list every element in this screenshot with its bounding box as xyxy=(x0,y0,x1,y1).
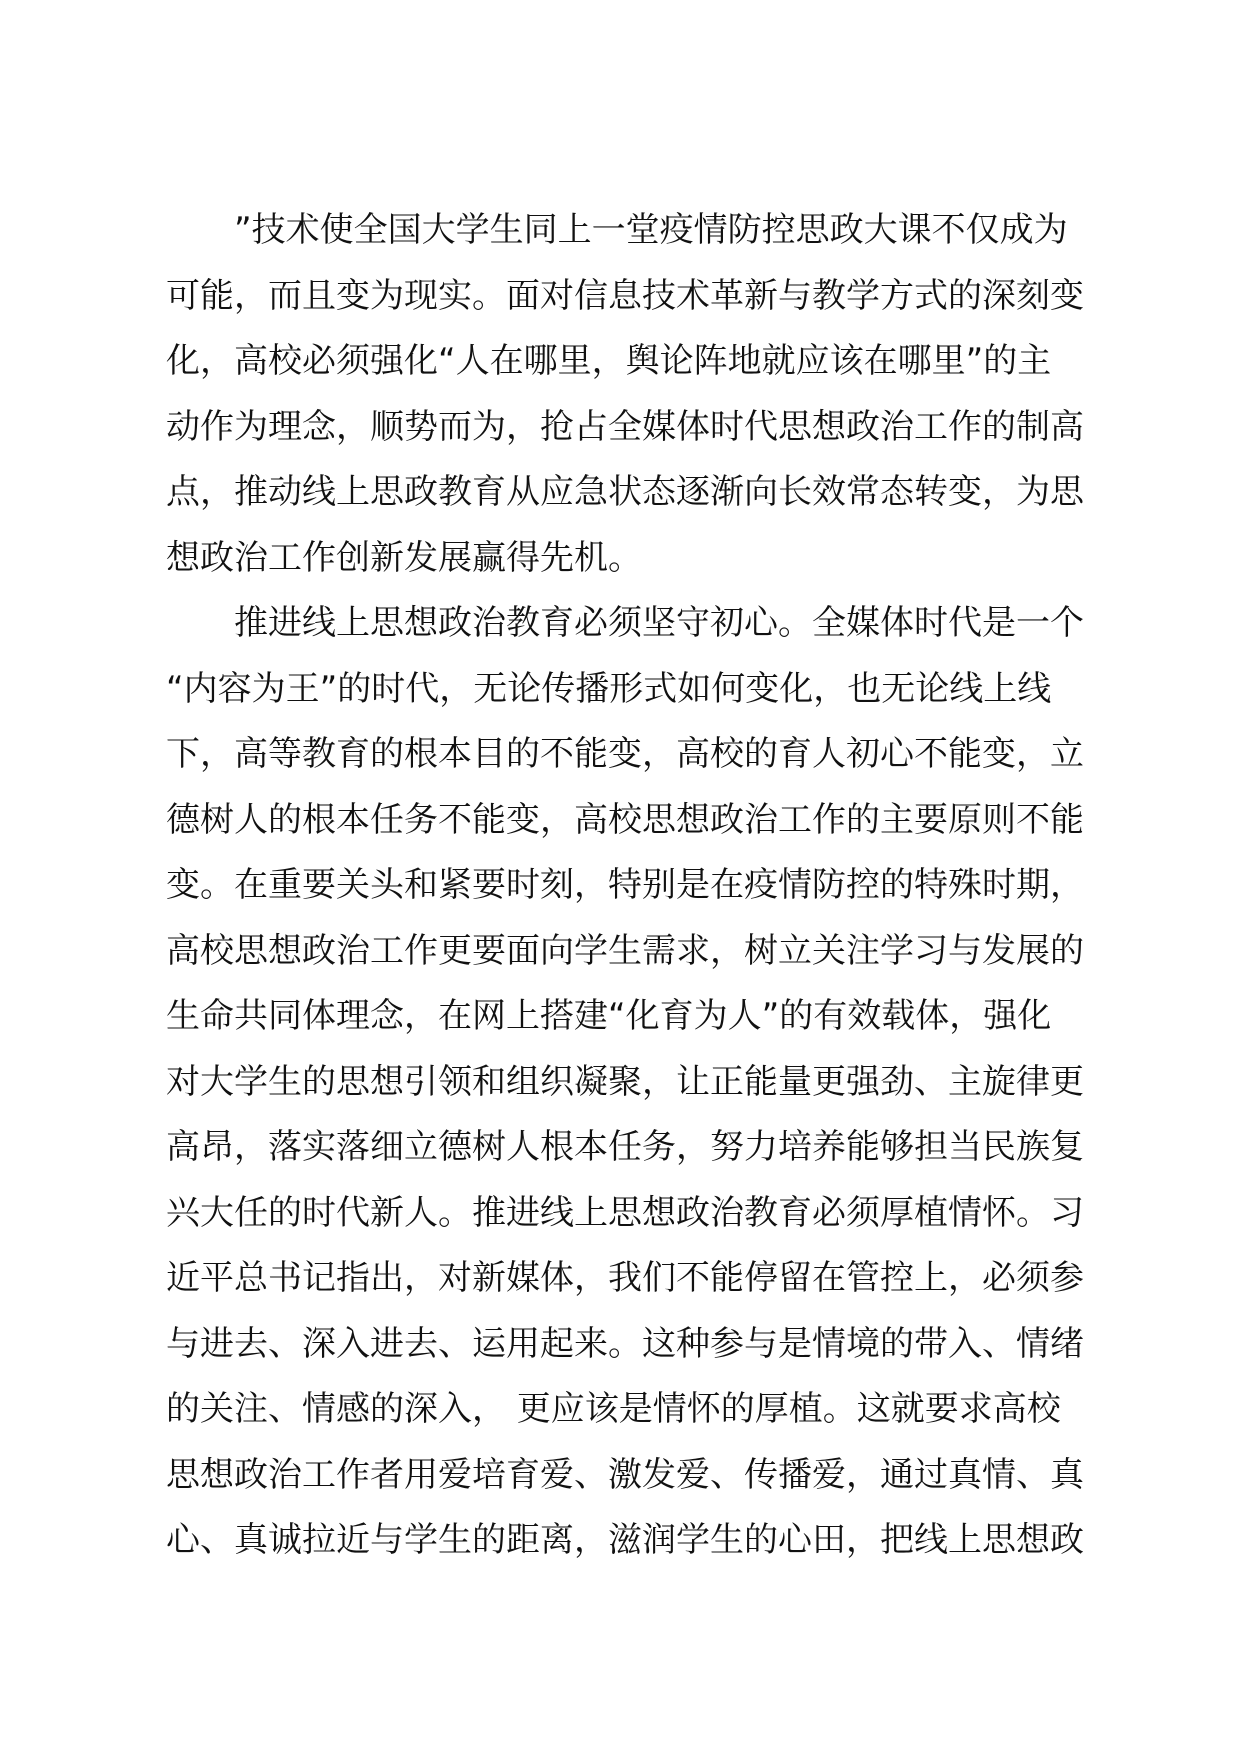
text-line: 思想政治工作者用爱培育爱、激发爱、传播爱，通过真情、真 xyxy=(166,1454,1084,1495)
text-line: 德树人的根本任务不能变，高校思想政治工作的主要原则不能 xyxy=(166,799,1084,840)
text-line: 想政治工作创新发展赢得先机。 xyxy=(166,537,642,578)
text-line: 生命共同体理念，在网上搭建“化育为人”的有效载体，强化 xyxy=(166,996,1052,1036)
text-line: 心、真诚拉近与学生的距离，滋润学生的心田，把线上思想政 xyxy=(166,1520,1084,1560)
text-line: 兴大任的时代新人。推进线上思想政治教育必须厚植情怀。习 xyxy=(166,1192,1084,1233)
text-line: “内容为王”的时代，无论传播形式如何变化，也无论线上线 xyxy=(166,668,1052,709)
paragraph-start-line: 推进线上思想政治教育必须坚守初心。全媒体时代是一个 xyxy=(234,603,1084,643)
text-line: 变。在重要关头和紧要时刻，特别是在疫情防控的特殊时期， xyxy=(166,865,1084,905)
text-line: 的关注、情感的深入， 更应该是情怀的厚植。这就要求高校 xyxy=(166,1389,1061,1429)
text-line: 化，高校必须强化“人在哪里，舆论阵地就应该在哪里”的主 xyxy=(166,341,1052,381)
body-text xyxy=(166,198,1084,1574)
text-line: 高昂，落实落细立德树人根本任务，努力培养能够担当民族复 xyxy=(166,1127,1084,1167)
text-line: ”技术使全国大学生同上一堂疫情防控思政大课不仅成为 xyxy=(234,210,1068,250)
text-line: 与进去、深入进去、运用起来。这种参与是情境的带入、情绪 xyxy=(166,1323,1084,1364)
text-line: 点，推动线上思政教育从应急状态逐渐向长效常态转变，为思 xyxy=(166,472,1084,512)
text-line: 高校思想政治工作更要面向学生需求，树立关注学习与发展的 xyxy=(166,930,1084,971)
text-line: 动作为理念，顺势而为，抢占全媒体时代思想政治工作的制高 xyxy=(166,406,1084,447)
text-line: 近平总书记指出，对新媒体，我们不能停留在管控上，必须参 xyxy=(166,1258,1084,1298)
text-line: 下，高等教育的根本目的不能变，高校的育人初心不能变，立 xyxy=(166,734,1084,774)
text-line: 可能，而且变为现实。面对信息技术革新与教学方式的深刻变 xyxy=(166,275,1084,316)
text-line: 对大学生的思想引领和组织凝聚，让正能量更强劲、主旋律更 xyxy=(166,1061,1084,1102)
